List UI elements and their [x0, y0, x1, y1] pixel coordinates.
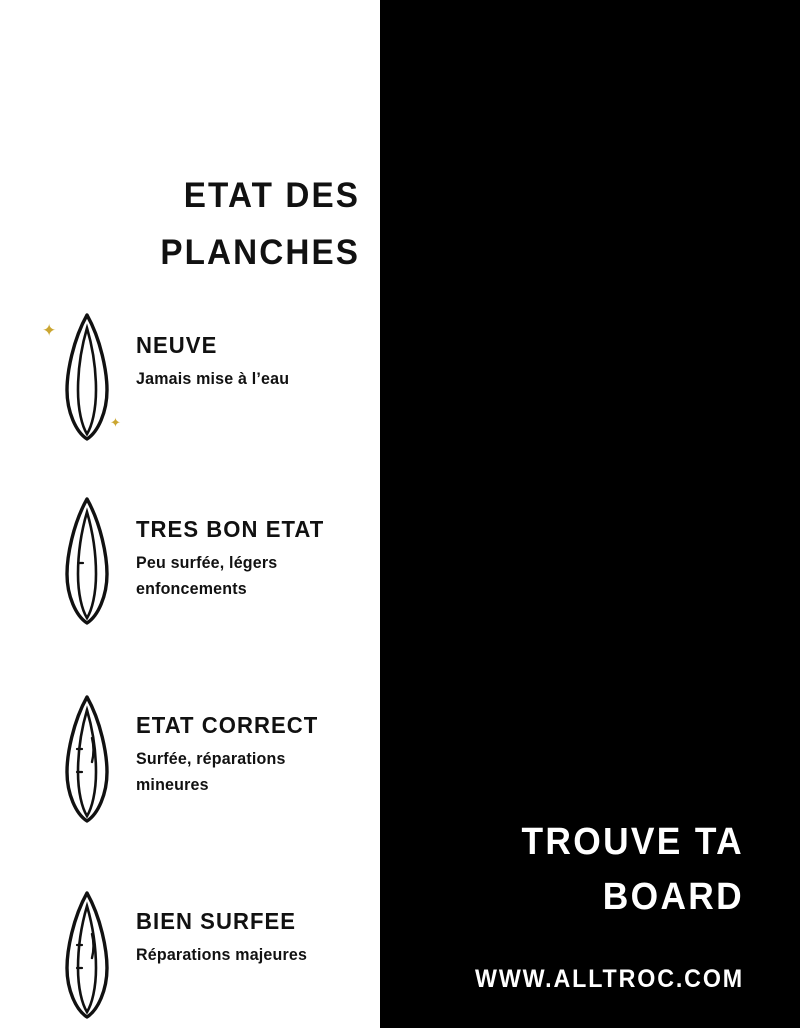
condition-name: ETAT CORRECT [136, 712, 319, 738]
surfboard-icon [56, 496, 118, 626]
condition-description: Réparations majeures [136, 946, 308, 964]
condition-text [136, 332, 368, 392]
condition-description: Jamais mise à l’eau [136, 370, 290, 388]
brand-tagline-line-2: BOARD [602, 875, 744, 918]
condition-list [0, 300, 380, 1028]
sparkle-icon: ✦ [42, 321, 57, 340]
page-title [18, 168, 360, 281]
condition-description: Peu surfée, légers enfoncements [136, 554, 278, 599]
list-item [0, 692, 380, 888]
condition-name: BIEN SURFEE [136, 908, 297, 934]
list-item [0, 888, 380, 1028]
condition-text [136, 908, 368, 968]
surfboard-icon [42, 312, 121, 442]
condition-name: TRES BON ETAT [136, 516, 325, 542]
condition-text [136, 712, 368, 799]
sparkle-icon: ✦ [110, 415, 121, 430]
condition-description: Surfée, réparations mineures [136, 750, 286, 795]
condition-name: NEUVE [136, 332, 218, 358]
surfboard-icon [56, 890, 118, 1020]
brand-tagline-line-1: TROUVE TA [521, 820, 744, 863]
condition-text [136, 516, 368, 603]
brand-block [380, 815, 800, 994]
page-title-line-1: ETAT DES [183, 176, 360, 215]
content-panel [0, 0, 380, 1028]
surfboard-icon [56, 694, 118, 824]
brand-website-url[interactable]: WWW.ALLTROC.COM [475, 965, 744, 993]
brand-panel [380, 0, 800, 1028]
page-title-line-2: PLANCHES [160, 232, 360, 272]
list-item [0, 300, 380, 496]
list-item [0, 496, 380, 692]
